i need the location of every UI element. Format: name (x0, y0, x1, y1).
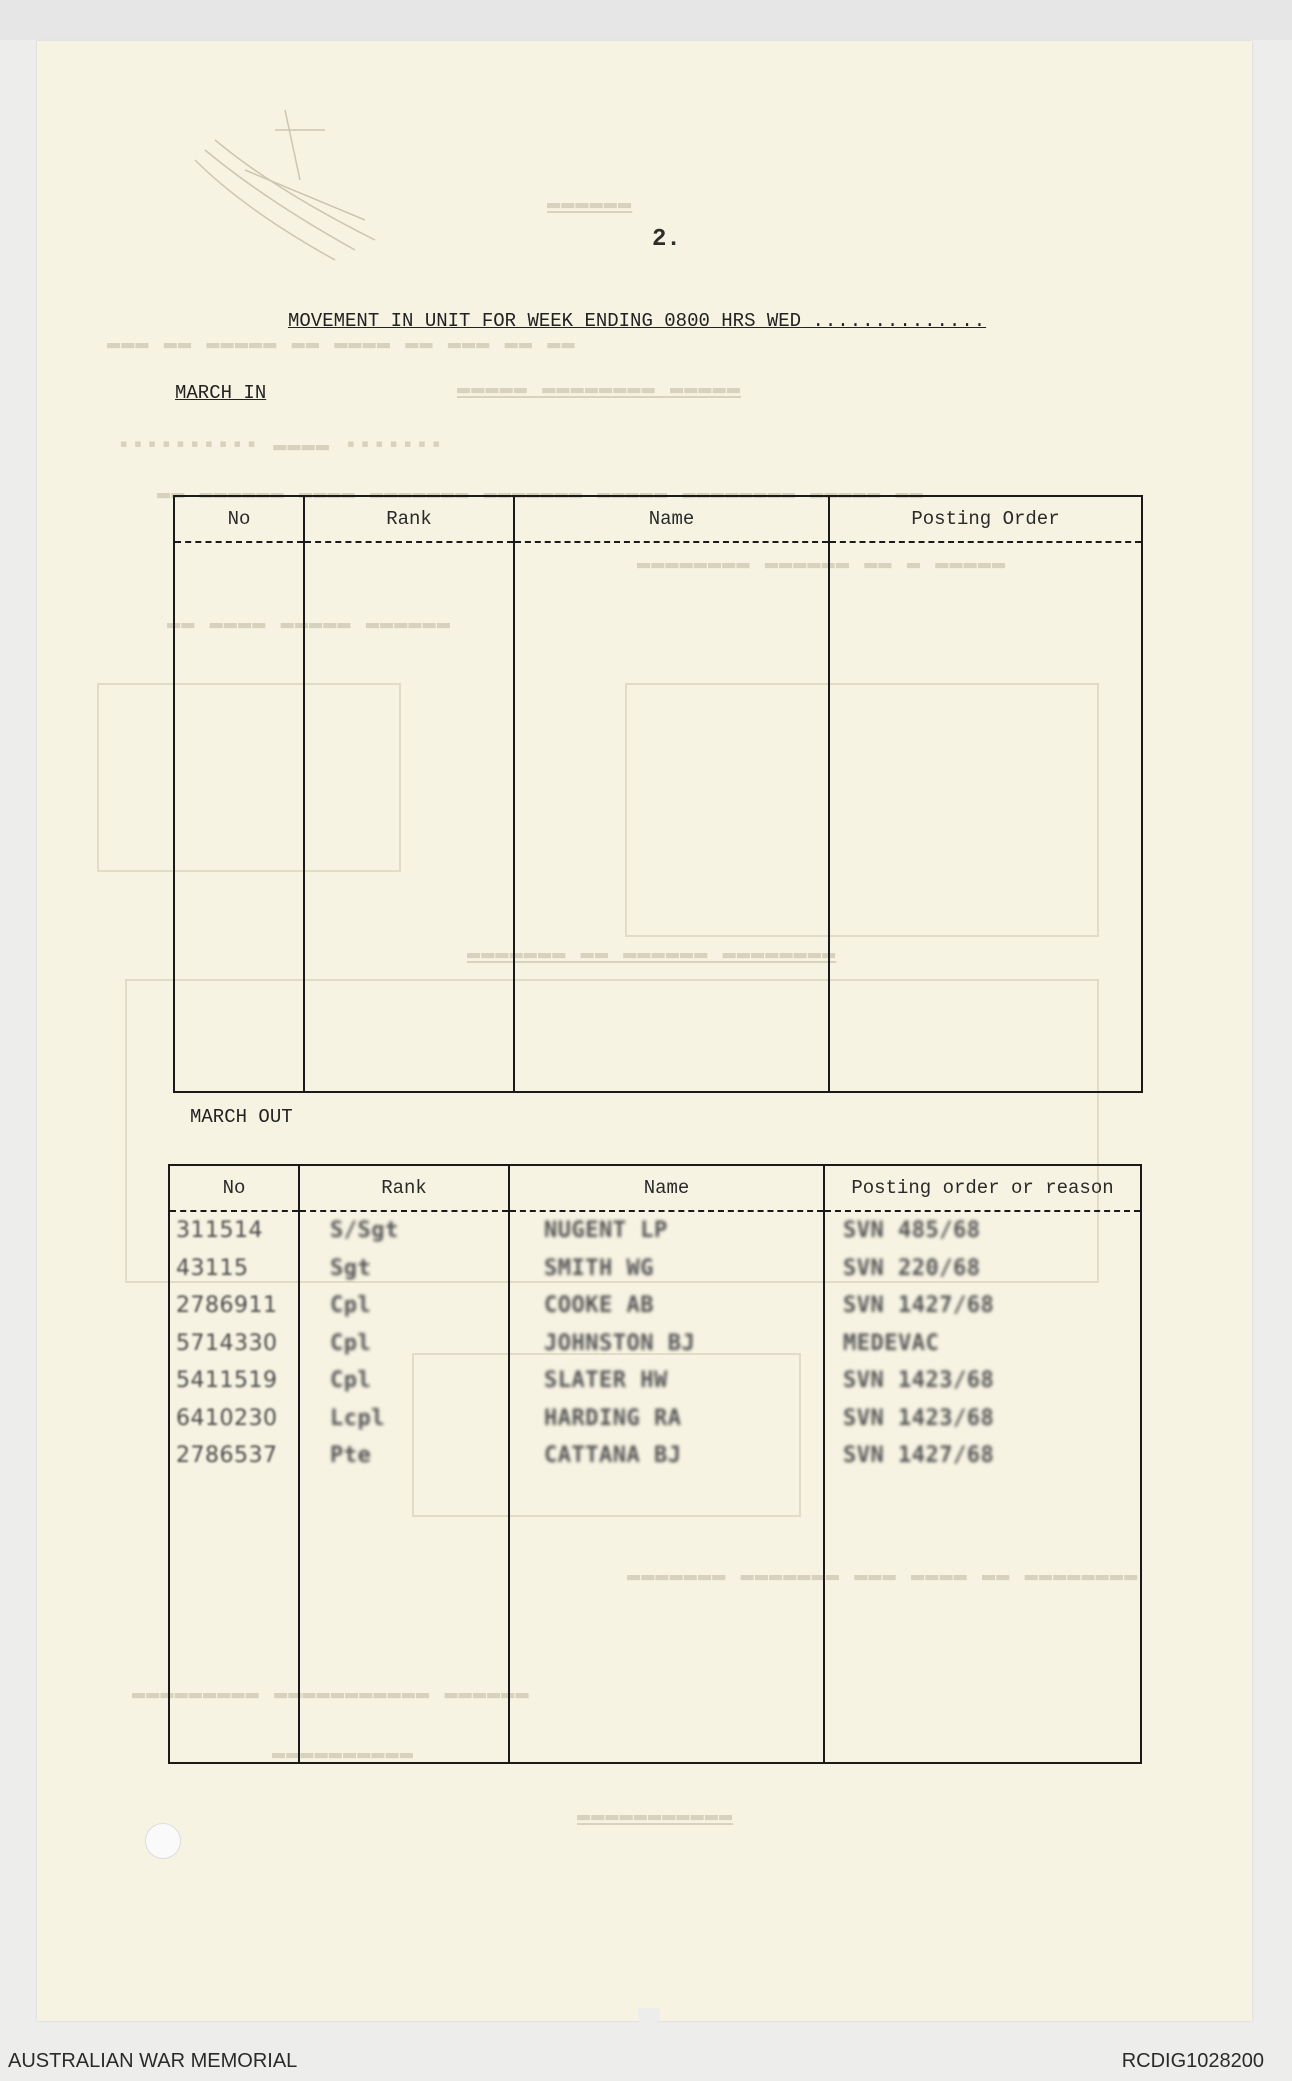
posting-value: MEDEVAC (843, 1330, 940, 1356)
rank-value: Pte (330, 1443, 372, 1468)
posting-value: SVN 1427/68 (843, 1293, 995, 1318)
bleed-through-text: ▬▬ ▬▬▬▬▬▬ ▬▬▬▬ ▬▬▬▬▬▬▬ ▬▬▬▬▬▬▬ ▬▬▬▬▬ ▬▬▬▬▬▬▬▬ ▬▬▬▬▬ ▬▬ (157, 481, 924, 506)
posting-column (824, 1211, 1141, 1763)
table-body (169, 1211, 1141, 1763)
footer-source: AUSTRALIAN WAR MEMORIAL (8, 2050, 298, 2072)
bleed-through-text: ▬▬▬▬▬▬▬▬▬ ▬▬▬▬▬▬▬▬▬▬▬ ▬▬▬▬▬▬ (132, 1681, 530, 1706)
name-value: JOHNSTON BJ (544, 1330, 696, 1356)
column-header-rank: Rank (299, 1165, 509, 1211)
rank-cell (304, 542, 514, 1092)
scan-background (0, 0, 1292, 40)
bleed-through-text: ▬▬▬▬▬▬▬▬ ▬▬▬▬▬▬ ▬▬ ▬ ▬▬▬▬▬ (637, 551, 1007, 576)
bleed-through-text: ▬▬▬ ▬▬ ▬▬▬▬▬ ▬▬ ▬▬▬▬ ▬▬ ▬▬▬ ▬▬ ▬▬ (107, 331, 576, 356)
ship-watermark (185, 90, 385, 270)
posting-cell (829, 542, 1142, 1092)
bleed-through-text: ▪▪▪▪▪▪▪▪▪▪ ▬▬▬▬ ▪▪▪▪▪▪▪ (117, 433, 444, 458)
table-header-row (174, 496, 1142, 542)
name-column (509, 1211, 824, 1763)
rank-value: S/Sgt (330, 1218, 399, 1243)
posting-value: SVN 1427/68 (843, 1443, 995, 1468)
column-header-rank: Rank (304, 496, 514, 542)
march-in-title: MARCH IN (175, 382, 267, 404)
rank-value: Cpl (330, 1330, 372, 1356)
posting-value: SVN 1423/68 (843, 1368, 995, 1393)
column-header-name: Name (514, 496, 829, 542)
service-number: 5411519 (176, 1368, 278, 1393)
bleed-through-text: ▬▬▬▬▬▬ (547, 191, 633, 216)
heading-text: MOVEMENT IN UNIT FOR WEEK ENDING 0800 HRS WED (288, 310, 802, 332)
bleed-through-text: ▬▬▬▬▬▬▬▬▬▬ (272, 1741, 415, 1766)
name-value: CATTANA BJ (544, 1443, 682, 1468)
page-number: 2. (652, 226, 681, 253)
service-number: 2786911 (176, 1293, 278, 1318)
no-column (169, 1211, 299, 1763)
rank-value: Sgt (330, 1255, 372, 1281)
no-cell (174, 542, 304, 1092)
march-in-table (173, 495, 1143, 1093)
name-value: NUGENT LP (544, 1218, 668, 1243)
column-header-posting-order: Posting Order (829, 496, 1142, 542)
column-header-posting-order: Posting order or reason (824, 1165, 1141, 1211)
punch-hole (145, 1823, 181, 1859)
column-header-name: Name (509, 1165, 824, 1211)
bleed-through-text: ▬▬▬▬▬▬▬▬▬▬▬ (577, 1803, 734, 1828)
heading-blank-line: .............. (812, 310, 987, 332)
bleed-through-text: ▬▬ ▬▬▬▬ ▬▬▬▬▬ ▬▬▬▬▬▬ (167, 611, 452, 636)
service-number: 6410230 (176, 1405, 278, 1431)
paper-notch (638, 2008, 660, 2026)
march-out-table (168, 1164, 1142, 1764)
posting-value: SVN 220/68 (843, 1255, 981, 1281)
column-header-no: No (174, 496, 304, 542)
rank-value: Lcpl (330, 1405, 385, 1431)
posting-value: SVN 1423/68 (843, 1405, 995, 1431)
march-out-title: MARCH OUT (190, 1106, 293, 1128)
column-header-no: No (169, 1165, 299, 1211)
name-value: COOKE AB (544, 1293, 654, 1318)
table-header-row (169, 1165, 1141, 1211)
bleed-through-text: ▬▬▬▬▬▬▬ ▬▬ ▬▬▬▬▬▬ ▬▬▬▬▬▬▬▬ (467, 941, 837, 966)
name-value: SMITH WG (544, 1255, 654, 1281)
page-heading (288, 310, 986, 332)
rank-value: Cpl (330, 1293, 372, 1318)
rank-column (299, 1211, 509, 1763)
footer-record-id: RCDIG1028200 (1121, 2050, 1264, 2072)
service-number: 311514 (176, 1218, 263, 1243)
empty-table-body (174, 542, 1142, 1092)
rank-value: Cpl (330, 1368, 372, 1393)
service-number: 43115 (176, 1255, 249, 1281)
name-cell (514, 542, 829, 1092)
name-value: HARDING RA (544, 1405, 682, 1431)
posting-value: SVN 485/68 (843, 1218, 981, 1243)
service-number: 2786537 (176, 1443, 278, 1468)
bleed-through-text: ▬▬▬▬▬▬▬ ▬▬▬▬▬▬▬ ▬▬▬ ▬▬▬▬ ▬▬ ▬▬▬▬▬▬▬▬ (627, 1563, 1139, 1588)
name-value: SLATER HW (544, 1368, 668, 1393)
service-number: 5714330 (176, 1330, 278, 1356)
bleed-through-text: ▬▬▬▬▬ ▬▬▬▬▬▬▬▬ ▬▬▬▬▬ (457, 376, 742, 401)
